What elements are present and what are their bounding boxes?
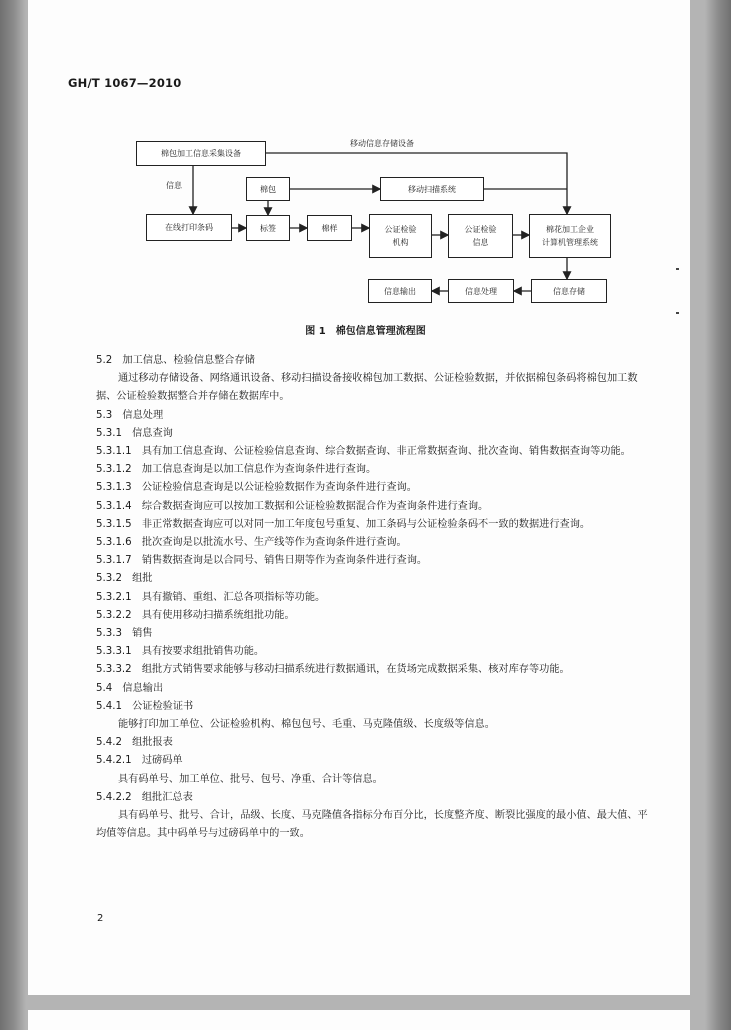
section-heading: 5.4.2.2 组批汇总表 xyxy=(96,791,193,803)
clause: 5.3.3.1 具有按要求组批销售功能。 xyxy=(96,646,265,658)
label-info: 信息 xyxy=(166,181,182,190)
clause: 5.3.1.6 批次查询是以批流水号、生产线等作为查询条件进行查询。 xyxy=(96,537,407,549)
paragraph: 具有码单号、加工单位、批号、包号、净重、合计等信息。 xyxy=(118,773,383,785)
clause: 5.3.2.2 具有使用移动扫描系统组批功能。 xyxy=(96,609,295,621)
node-cotton-sample: 棉样 xyxy=(307,215,352,241)
clause: 5.3.2.1 具有撤销、重组、汇总各项指标等功能。 xyxy=(96,591,326,603)
standard-header: GH/T 1067—2010 xyxy=(68,76,182,90)
section-heading: 5.4.2.1 过磅码单 xyxy=(96,755,183,767)
clause: 5.3.1.1 具有加工信息查询、公证检验信息查询、综合数据查询、非正常数据查询、批次查询、销售数据查询等功能。 xyxy=(96,446,631,458)
node-inspection-info xyxy=(448,214,513,258)
section-heading: 5.3.1 信息查询 xyxy=(96,427,173,439)
node-enterprise-system-line2: 计算机管理系统 xyxy=(542,238,598,247)
section-heading: 5.4.1 公证检验证书 xyxy=(96,700,194,712)
node-inspection-org-line1: 公证检验 xyxy=(384,225,417,234)
paragraph: 通过移动存储设备、网络通讯设备、移动扫描设备接收棉包加工数据、公证检验数据，并依据棉包条码将棉包加工数据、公证检验数据整合并存储在数据库中。 xyxy=(96,373,638,403)
paragraph: 能够打印加工单位、公证检验机构、棉包包号、毛重、马克隆值级、长度级等信息。 xyxy=(118,719,495,731)
scan-mark xyxy=(676,312,679,314)
node-inspection-info-line2: 信息 xyxy=(472,238,489,247)
node-inspection-org xyxy=(369,214,432,258)
clause: 5.3.3.2 组批方式销售要求能够与移动扫描系统进行数据通讯，在货场完成数据采集、核对库存等功能。 xyxy=(96,664,570,676)
page-number: 2 xyxy=(97,913,104,924)
clause: 5.3.1.3 公证检验信息查询是以公证检验数据作为查询条件进行查询。 xyxy=(96,482,417,494)
node-acquisition-device: 棉包加工信息采集设备 xyxy=(136,141,266,166)
node-info-storage: 信息存储 xyxy=(531,279,607,303)
scan-mark xyxy=(676,268,679,270)
node-tag: 标签 xyxy=(246,215,290,241)
section-heading: 5.3.3 销售 xyxy=(96,628,153,640)
node-online-barcode-print: 在线打印条码 xyxy=(146,214,232,241)
label-mobile-storage: 移动信息存储设备 xyxy=(350,139,414,148)
section-heading: 5.2 加工信息、检验信息整合存储 xyxy=(96,355,255,366)
node-enterprise-system xyxy=(529,214,611,258)
node-info-output: 信息输出 xyxy=(368,279,432,303)
node-inspection-info-line1: 公证检验 xyxy=(464,225,497,234)
clause: 5.3.1.5 非正常数据查询应可以对同一加工年度包号重复、加工条码与公证检验条码不一致的数据进行查询。 xyxy=(96,518,591,530)
node-inspection-org-line2: 机构 xyxy=(392,238,409,247)
section-heading: 5.3 信息处理 xyxy=(96,409,164,421)
clause: 5.3.1.4 综合数据查询应可以按加工数据和公证检验数据混合作为查询条件进行查询。 xyxy=(96,500,489,512)
clause: 5.3.1.2 加工信息查询是以加工信息作为查询条件进行查询。 xyxy=(96,464,377,476)
section-heading: 5.3.2 组批 xyxy=(96,573,153,585)
section-heading: 5.4.2 组批报表 xyxy=(96,737,173,749)
figure-caption: 图 1 棉包信息管理流程图 xyxy=(305,326,426,337)
section-heading: 5.4 信息输出 xyxy=(96,682,164,694)
node-bale: 棉包 xyxy=(246,177,290,201)
body-text xyxy=(96,352,648,843)
node-mobile-scanner: 移动扫描系统 xyxy=(380,177,484,201)
clause: 5.3.1.7 销售数据查询是以合同号、销售日期等作为查询条件进行查询。 xyxy=(96,555,428,567)
node-enterprise-system-line1: 棉花加工企业 xyxy=(546,225,594,234)
node-info-processing: 信息处理 xyxy=(448,279,514,303)
paragraph: 具有码单号、批号、合计，品级、长度、马克隆值各指标分布百分比，长度整齐度、断裂比强度的最小值、最大值、平均值等信息。其中码单号与过磅码单中的一致。 xyxy=(96,810,648,840)
